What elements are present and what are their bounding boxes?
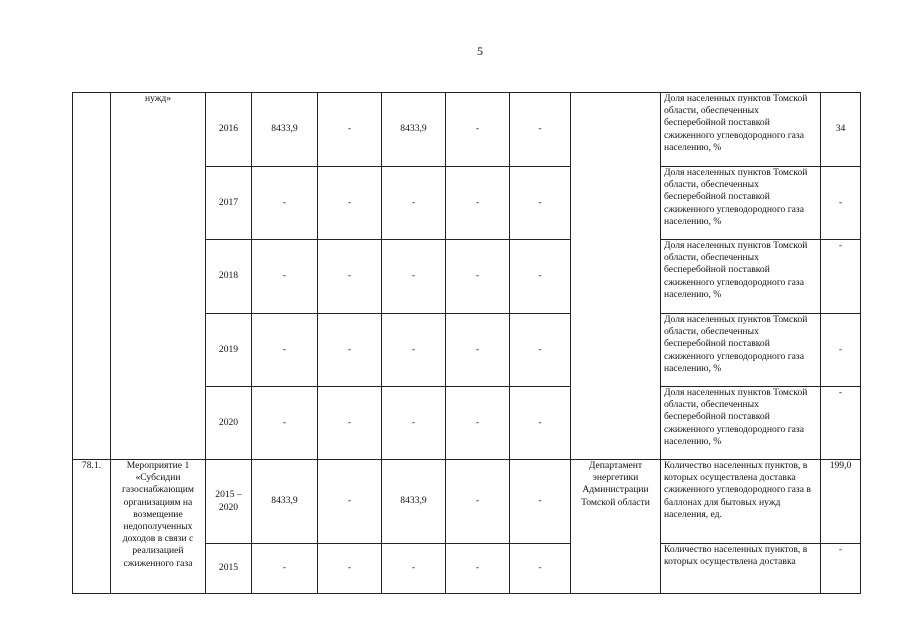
year-cell: 2015 <box>206 544 252 594</box>
year-cell: 2015 – 2020 <box>206 460 252 544</box>
year-cell: 2020 <box>206 387 252 460</box>
indicator-value: - <box>821 314 861 387</box>
external-cell: - <box>510 387 571 460</box>
year-cell: 2017 <box>206 167 252 240</box>
federal-cell: - <box>318 544 382 594</box>
indicator-cell: Доля населенных пунктов Томской области, обеспеченных бесперебойной поставкой сжиженного углеводородного газа населению, % <box>661 314 821 387</box>
indicator-value: - <box>821 240 861 314</box>
total-cell: 8433,9 <box>252 93 318 167</box>
local-cell: - <box>446 93 510 167</box>
indicator-cell: Доля населенных пунктов Томской области, обеспеченных бесперебойной поставкой сжиженного углеводородного газа населению, % <box>661 387 821 460</box>
federal-cell: - <box>318 93 382 167</box>
executor-cell: Департамент энергетики Администрации Томской области <box>571 460 661 594</box>
table-row <box>73 460 861 544</box>
indicator-value: 34 <box>821 93 861 167</box>
external-cell: - <box>510 93 571 167</box>
local-cell: - <box>446 167 510 240</box>
regional-cell: 8433,9 <box>382 93 446 167</box>
regional-cell: 8433,9 <box>382 460 446 544</box>
external-cell: - <box>510 314 571 387</box>
indicator-cell: Доля населенных пунктов Томской области, обеспеченных бесперебойной поставкой сжиженного углеводородного газа населению, % <box>661 167 821 240</box>
indicator-cell: Доля населенных пунктов Томской области, обеспеченных бесперебойной поставкой сжиженного углеводородного газа населению, % <box>661 93 821 167</box>
total-cell: - <box>252 387 318 460</box>
regional-cell: - <box>382 314 446 387</box>
measure-name-cell: Мероприятие 1 «Субсидии газоснабжающим организациям на возмещение недополученных доходов в связи с реализацией сжиженного газа <box>111 460 206 594</box>
executor-cell <box>571 93 661 460</box>
federal-cell: - <box>318 460 382 544</box>
indicator-value: 199,0 <box>821 460 861 544</box>
total-cell: - <box>252 314 318 387</box>
external-cell: - <box>510 167 571 240</box>
indicator-cell: Доля населенных пунктов Томской области, обеспеченных бесперебойной поставкой сжиженного углеводородного газа населению, % <box>661 240 821 314</box>
federal-cell: - <box>318 240 382 314</box>
local-cell: - <box>446 460 510 544</box>
year-cell: 2019 <box>206 314 252 387</box>
indicator-cell: Количество населенных пунктов, в которых осуществлена доставка сжиженного углеводородного газа в баллонах для бытовых нужд населения, ед. <box>661 460 821 544</box>
indicator-value: - <box>821 167 861 240</box>
indicator-value: - <box>821 544 861 594</box>
regional-cell: - <box>382 544 446 594</box>
measure-number: 78.1. <box>73 460 111 594</box>
local-cell: - <box>446 314 510 387</box>
regional-cell: - <box>382 387 446 460</box>
program-table <box>72 92 861 594</box>
measure-name-cell: нужд» <box>111 93 206 460</box>
federal-cell: - <box>318 167 382 240</box>
external-cell: - <box>510 460 571 544</box>
total-cell: - <box>252 167 318 240</box>
page-number: 5 <box>477 44 483 58</box>
external-cell: - <box>510 544 571 594</box>
regional-cell: - <box>382 167 446 240</box>
number-cell <box>73 93 111 460</box>
local-cell: - <box>446 240 510 314</box>
federal-cell: - <box>318 314 382 387</box>
table-row <box>73 93 861 167</box>
federal-cell: - <box>318 387 382 460</box>
year-cell: 2018 <box>206 240 252 314</box>
local-cell: - <box>446 544 510 594</box>
indicator-value: - <box>821 387 861 460</box>
total-cell: 8433,9 <box>252 460 318 544</box>
total-cell: - <box>252 544 318 594</box>
external-cell: - <box>510 240 571 314</box>
indicator-cell: Количество населенных пунктов, в которых осуществлена доставка <box>661 544 821 594</box>
total-cell: - <box>252 240 318 314</box>
local-cell: - <box>446 387 510 460</box>
year-cell: 2016 <box>206 93 252 167</box>
regional-cell: - <box>382 240 446 314</box>
